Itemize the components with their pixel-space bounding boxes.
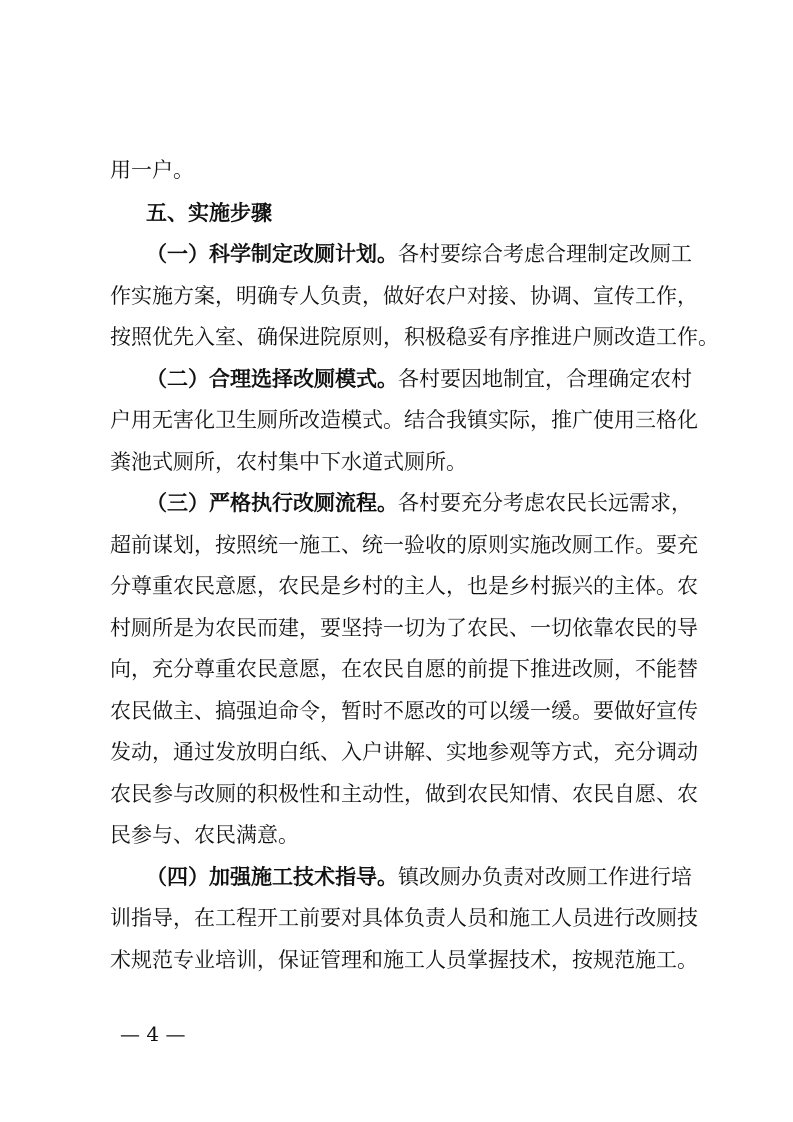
paragraph-2-line: 户用无害化卫生厕所改造模式。结合我镇实际，推广使用三格化 [110,408,698,432]
paragraph-2-line: 粪池式厕所，农村集中下水道式厕所。 [110,450,467,474]
paragraph-3-line: 超前谋划，按照统一施工、统一验收的原则实施改厕工作。要充 [110,533,698,557]
paragraph-3-line: 农民做主、搞强迫命令，暂时不愿改的可以缓一缓。要做好宣传 [110,699,698,723]
page-number: — 4 — [120,1022,186,1046]
paragraph-4-line: 训指导，在工程开工前要对具体负责人员和施工人员进行改厕技 [110,906,698,930]
paragraph-3-line: 发动，通过发放明白纸、入户讲解、实地参观等方式，充分调动 [110,740,698,764]
paragraph-1-line: 按照优先入室、确保进院原则，积极稳妥有序推进户厕改造工作。 [110,325,719,349]
section-heading: 五、实施步骤 [146,201,272,225]
paragraph-4-line: 术规范专业培训，保证管理和施工人员掌握技术，按规范施工。 [110,948,698,972]
paragraph-3-line: 向，充分尊重农民意愿，在农民自愿的前提下推进改厕，不能替 [110,657,698,681]
paragraph-1-line: 作实施方案，明确专人负责，做好农户对接、协调、宣传工作， [110,284,698,308]
paragraph-3-line: 分尊重农民意愿，农民是乡村的主人，也是乡村振兴的主体。农 [110,574,698,598]
paragraph-4-text: 镇改厕办负责对改厕工作进行培 [398,865,692,889]
paragraph-4-heading: （四）加强施工技术指导。 [146,865,398,889]
paragraph-4-line [146,863,690,891]
paragraph-3-text: 各村要充分考虑农民长远需求， [398,491,692,515]
paragraph-1-line [146,240,690,268]
paragraph-1-heading: （一）科学制定改厕计划。 [146,242,398,266]
paragraph-2-line [146,365,690,393]
paragraph-3-line: 村厕所是为农民而建，要坚持一切为了农民、一切依靠农民的导 [110,616,698,640]
text-line: 用一户。 [110,158,194,182]
paragraph-1-text: 各村要综合考虑合理制定改厕工 [398,242,692,266]
paragraph-3-line: 民参与、农民满意。 [110,823,299,847]
paragraph-3-line: 农民参与改厕的积极性和主动性，做到农民知情、农民自愿、农 [110,782,698,806]
paragraph-2-text: 各村要因地制宜，合理确定农村 [398,367,692,391]
paragraph-3-line [146,489,690,517]
paragraph-2-heading: （二）合理选择改厕模式。 [146,367,398,391]
paragraph-3-heading: （三）严格执行改厕流程。 [146,491,398,515]
